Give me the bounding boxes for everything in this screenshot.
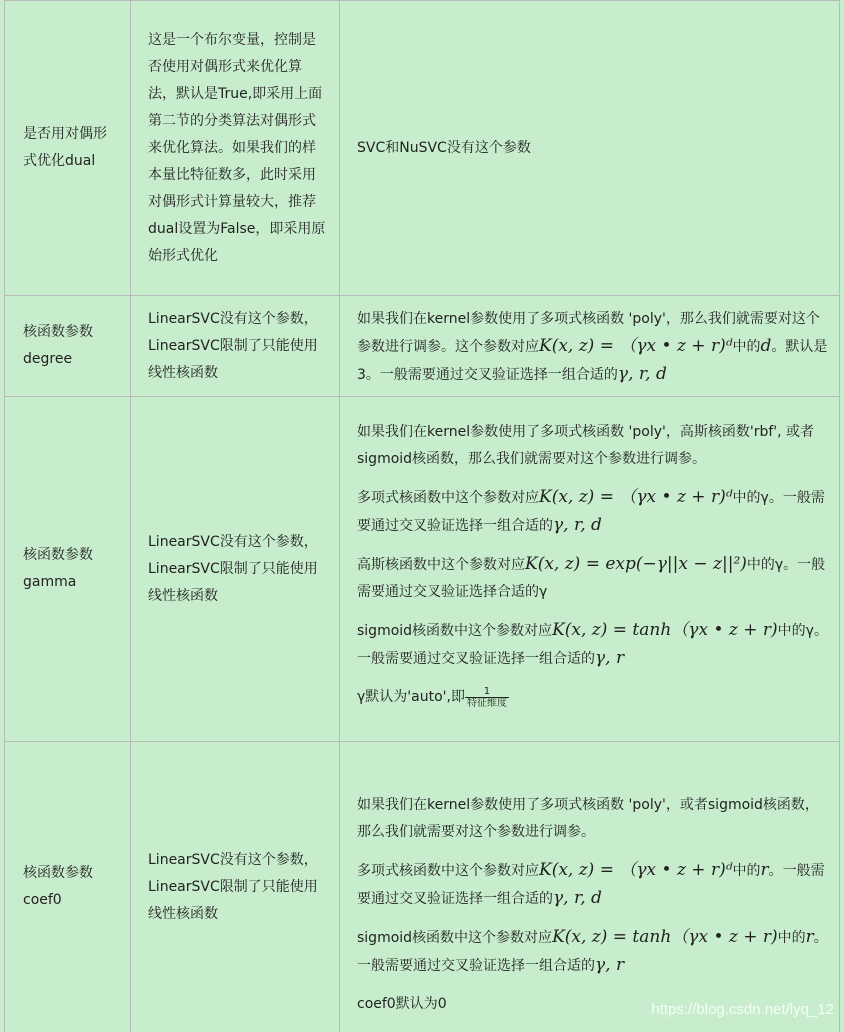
formula: γ, r, d (553, 515, 602, 535)
table-row-coef0 (4, 742, 840, 1032)
svc-cell (340, 296, 840, 397)
param-name-cell (4, 742, 131, 1032)
formula: K(x, z) = tanh（γx • z + r) (552, 927, 778, 947)
svc-paragraph (357, 484, 829, 540)
linearsvc-text: LinearSVC没有这个参数，LinearSVC限制了只能使用线性核函数 (148, 533, 318, 604)
formula: K(x, z) = （γx • z + r)ᵈ (539, 860, 733, 880)
linearsvc-text: 这是一个布尔变量，控制是否使用对偶形式来优化算法，默认是True,即采用上面第二节的分类算法对偶形式来优化算法。如果我们的样本量比特征数多，此时采用对偶形式计算量较大，推荐dual设置为False，即采用原始形式优化 (148, 31, 326, 264)
linearsvc-cell (131, 397, 340, 742)
linearsvc-cell (131, 742, 340, 1032)
svc-text: 中的 (732, 339, 761, 355)
svc-text: 。一般需要通过交叉验证选择一组合适的 (357, 930, 828, 974)
svc-paragraph (357, 924, 829, 980)
svc-text: 如果我们在kernel参数使用了多项式核函数 'poly'，那么我们就需要对这个参数进行调参。这个参数对应 (357, 311, 820, 355)
watermark: https://blog.csdn.net/lyq_12 (651, 1001, 834, 1018)
svc-paragraph (357, 551, 829, 606)
svc-text: sigmoid核函数中这个参数对应 (357, 930, 553, 946)
linearsvc-cell (131, 0, 340, 296)
formula: r (805, 927, 814, 947)
formula: γ, r (595, 955, 625, 975)
svc-cell (340, 742, 840, 1032)
table-row-degree (4, 296, 840, 397)
svc-text: γ默认为'auto',即 (357, 689, 465, 705)
svc-text: 。默认是3。一般需要通过交叉验证选择一组合适的 (357, 339, 828, 383)
formula: γ, r (595, 648, 625, 668)
svc-text: 如果我们在kernel参数使用了多项式核函数 'poly'，或者sigmoid核函数，那么我们就需要对这个参数进行调参。 (357, 797, 819, 840)
table-row-gamma (4, 397, 840, 742)
svc-paragraph (357, 617, 829, 673)
formula: K(x, z) = （γx • z + r)ᵈ (539, 487, 733, 507)
svc-text: 中的γ。一般需要通过交叉验证选择合适的γ (357, 557, 826, 600)
svc-text: 中的γ。一般需要通过交叉验证选择一组合适的 (357, 623, 828, 667)
param-name: 核函数参数degree (23, 324, 93, 367)
formula: K(x, z) = tanh（γx • z + r) (552, 620, 778, 640)
param-name-cell (4, 296, 131, 397)
svc-paragraph (357, 792, 829, 846)
svc-text: 多项式核函数中这个参数对应 (357, 863, 539, 879)
param-name-cell (4, 397, 131, 742)
svc-text: 高斯核函数中这个参数对应 (357, 557, 525, 573)
svc-text: 中的 (732, 863, 761, 879)
svc-cell (340, 0, 840, 296)
svc-text: coef0默认为0 (357, 996, 447, 1012)
formula: K(x, z) = （γx • z + r)ᵈ (539, 336, 733, 356)
parameter-table (4, 0, 840, 1022)
formula: γ, r, d (553, 888, 602, 908)
svc-text: SVC和NuSVC没有这个参数 (357, 139, 531, 156)
formula: d (760, 336, 772, 356)
param-name: 核函数参数coef0 (23, 865, 93, 908)
fraction-denominator: 特征维度 (466, 697, 507, 709)
param-name: 核函数参数gamma (23, 547, 93, 590)
table-row-dual (4, 0, 840, 296)
svc-paragraph (357, 419, 829, 473)
linearsvc-text: LinearSVC没有这个参数，LinearSVC限制了只能使用线性核函数 (148, 851, 318, 922)
formula: r (760, 860, 769, 880)
linearsvc-cell (131, 296, 340, 397)
fraction (465, 686, 509, 709)
fraction-numerator: 1 (465, 686, 509, 698)
svc-text: 。一般需要通过交叉验证选择一组合适的 (357, 863, 825, 907)
formula: γ, r, d (617, 364, 667, 384)
param-name: 是否用对偶形式优化dual (23, 126, 107, 169)
svc-text: 如果我们在kernel参数使用了多项式核函数 'poly'，高斯核函数'rbf', 或者sigmoid核函数，那么我们就需要对这个参数进行调参。 (357, 424, 815, 467)
svc-paragraph (357, 857, 829, 913)
svc-paragraph (357, 684, 829, 711)
svc-text: sigmoid核函数中这个参数对应 (357, 623, 553, 639)
svc-paragraph (357, 306, 829, 389)
svc-cell (340, 397, 840, 742)
svc-text: 多项式核函数中这个参数对应 (357, 490, 539, 506)
svc-text: 中的γ。一般需要通过交叉验证选择一组合适的 (357, 490, 825, 534)
linearsvc-text: LinearSVC没有这个参数，LinearSVC限制了只能使用线性核函数 (148, 310, 318, 381)
svc-text: 中的 (777, 930, 806, 946)
param-name-cell (4, 0, 131, 296)
formula: K(x, z) = exp(−γ||x − z||²) (525, 554, 747, 574)
